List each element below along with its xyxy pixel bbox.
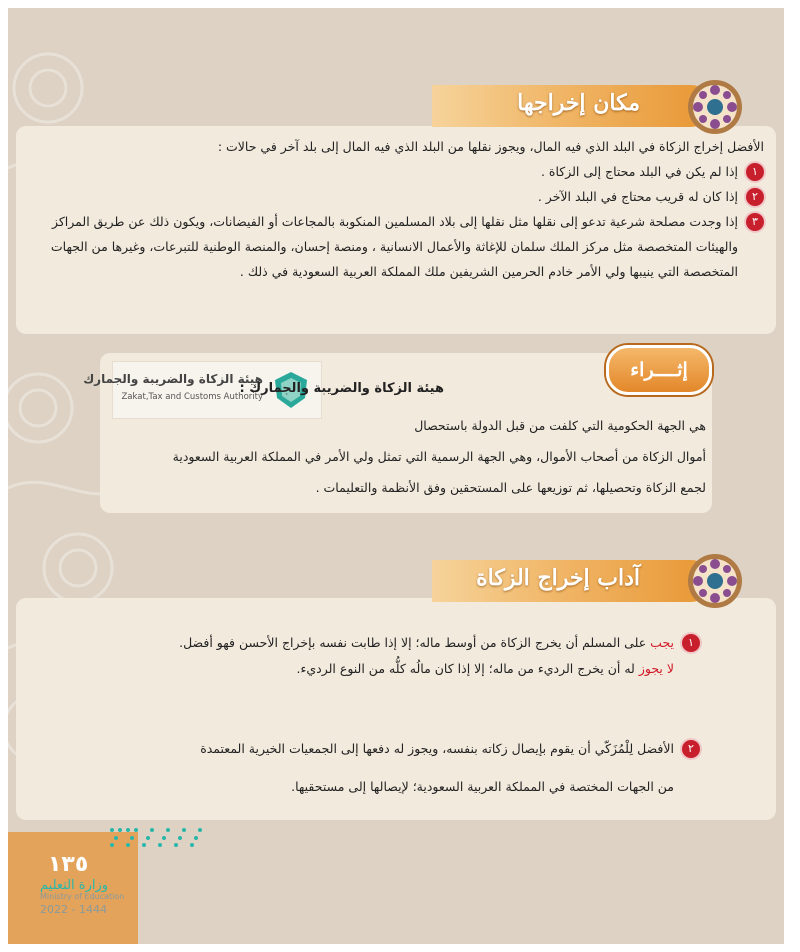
prohibition-word: لا يجوز	[638, 661, 674, 676]
section-title: مكان إخراجها	[517, 90, 640, 116]
ministry-name-ar: وزارة التعليم	[40, 878, 109, 893]
ithraa-line: لجمع الزكاة وتحصيلها، ثم توزيعها على المستحقين وفق الأنظمة والتعليمات .	[315, 480, 706, 495]
section-header-placement	[432, 85, 712, 127]
list-item-text: إذا وجدت مصلحة شرعية تدعو إلى نقلها مثل نقلها إلى بلاد المسلمين المنكوبة بالمجاعات أو الفيضانات، ويكون ذلك عن طريق المراكز والهيئات المتخصصة مثل مركز الملك سلمان للإغاثة والأعمال الانسانية ، ومنصة إحسان، والمنصة الوطنية للتبرعات، وغيرها من الجهات المتخصصة التي ينيبها ولي الأمر خادم الحرمين الشريفين ملك المملكة العربية السعودية في ذلك .	[50, 214, 738, 279]
page-number: ١٣٥	[48, 852, 89, 877]
number-badge: ٢	[682, 740, 700, 758]
page	[8, 8, 784, 944]
logo-text-en: Zakat,Tax and Customs Authority	[121, 392, 263, 402]
section-header-etiquette	[432, 560, 712, 602]
number-badge: ٢	[746, 188, 764, 206]
number-badge: ١	[746, 163, 764, 181]
ithraa-text	[106, 410, 706, 503]
section-title: آداب إخراج الزكاة	[476, 565, 640, 591]
list-item	[24, 184, 764, 209]
list-item	[24, 159, 764, 184]
placement-text	[24, 134, 764, 284]
list-item-text: إذا كان له قريب محتاج في البلد الآخر .	[537, 189, 738, 204]
ithraa-heading: هيئة الزكاة والضريبة والجمارك :	[239, 381, 444, 396]
rosette-icon	[686, 78, 744, 136]
list-item-text: الأفضل لِلْمُزَكّي أن يقوم بإيصال زكاته بنفسه، ويجوز له دفعها إلى الجمعيات الخيرية المعتمدة	[200, 741, 674, 756]
rosette-icon	[686, 552, 744, 610]
number-badge: ١	[682, 634, 700, 652]
list-item	[60, 730, 700, 806]
edition-year: 2022 - 1444	[40, 903, 107, 916]
ministry-dots-icon	[108, 826, 204, 848]
ithraa-line: أموال الزكاة من أصحاب الأموال، وهي الجهة الرسمية التي تمثل ولي الأمر في المملكة العربية السعودية	[172, 449, 706, 464]
number-badge: ٣	[746, 213, 764, 231]
ithraa-line: هي الجهة الحكومية التي كلفت من قبل الدولة باستحصال	[414, 418, 706, 433]
list-item	[140, 630, 700, 682]
list-item	[24, 209, 764, 284]
list-item-text: إذا لم يكن في البلد محتاج إلى الزكاة .	[540, 164, 738, 179]
etiquette-item-1	[140, 630, 700, 682]
ministry-name-en: Ministry of Education	[40, 892, 125, 901]
etiquette-item-2	[60, 730, 700, 806]
logo-text-ar: هيئة الزكاة والضريبة والجمارك	[83, 372, 263, 386]
placement-intro: الأفضل إخراج الزكاة في البلد الذي فيه المال، ويجوز نقلها من البلد الذي فيه المال إلى بلد آخر في حالات :	[217, 139, 764, 154]
list-item-text: من الجهات المختصة في المملكة العربية السعودية؛ لإيصالها إلى مستحقيها.	[291, 779, 674, 794]
list-item-text: على المسلم أن يخرج الزكاة من أوسط ماله؛ إلا إذا طابت نفسه بإخراج الأحسن فهو أفضل.	[179, 635, 651, 650]
obligation-word: يجب	[650, 635, 674, 650]
list-item-text: له أن يخرج الرديء من ماله؛ إلا إذا كان مالُه كلُّه من النوع الرديء.	[296, 661, 639, 676]
ithraa-badge: إثــــراء	[606, 345, 712, 395]
